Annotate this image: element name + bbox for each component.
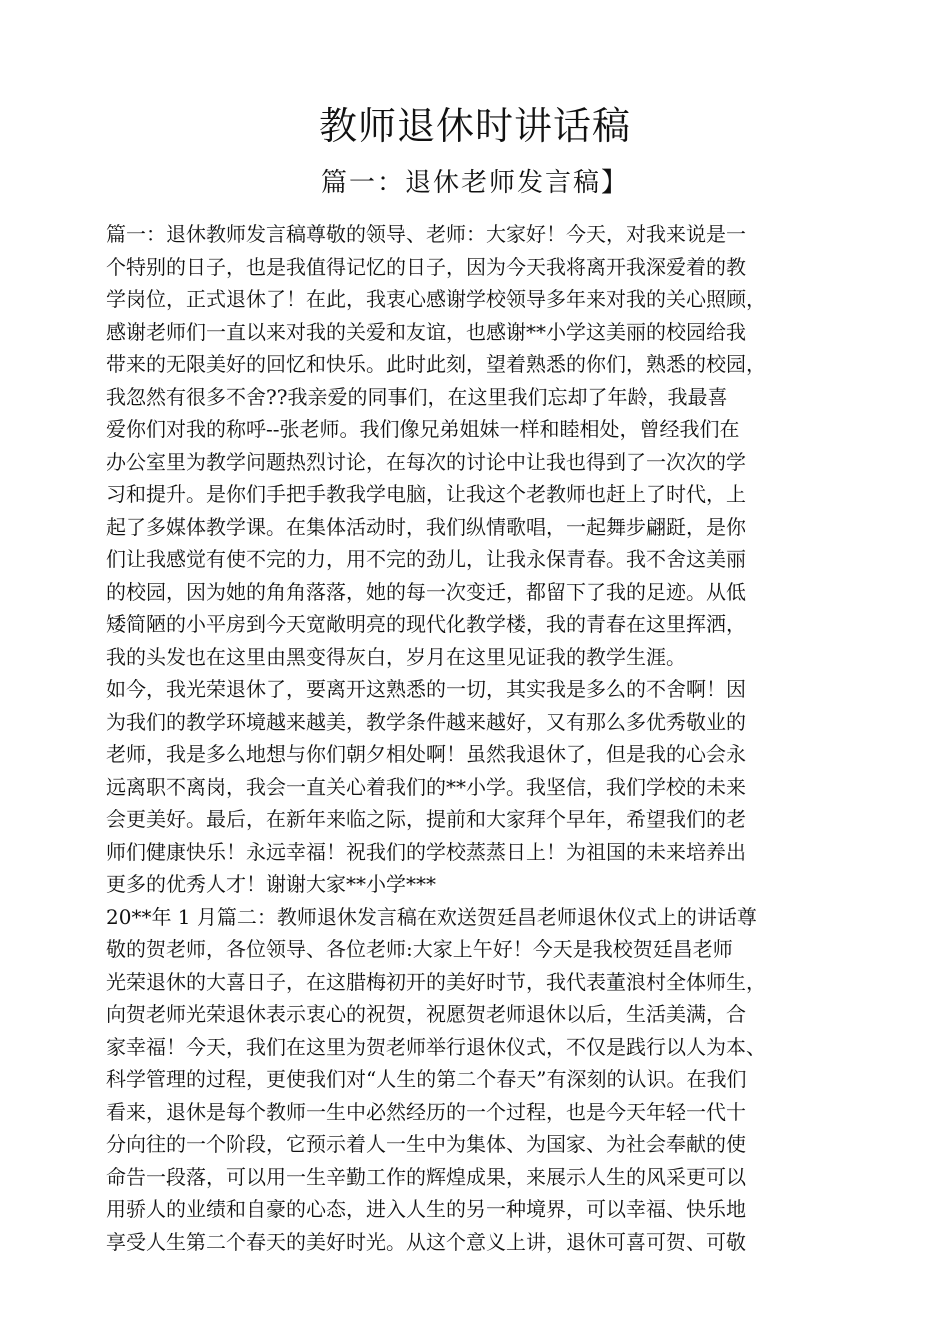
document-body: [106, 218, 876, 1258]
body-line: 感谢老师们一直以来对我的关爱和友谊，也感谢**小学这美丽的校园给我: [106, 319, 746, 344]
body-line: 爱你们对我的称呼--张老师。我们像兄弟姐妹一样和睦相处，曾经我们在: [106, 417, 740, 441]
body-line: 看来，退休是每个教师一生中必然经历的一个过程，也是今天年轻一代十: [106, 1099, 746, 1124]
body-line: 篇一：退休教师发言稿尊敬的领导、老师：大家好！今天，对我来说是一: [106, 222, 746, 246]
body-line: 我忽然有很多不舍??我亲爱的同事们，在这里我们忘却了年龄，我最喜: [106, 384, 728, 409]
body-line: 用骄人的业绩和自豪的心态，进入人生的另一种境界，可以幸福、快乐地: [106, 1197, 746, 1221]
body-line: 远离职不离岗，我会一直关心着我们的**小学。我坚信，我们学校的未来: [106, 774, 746, 799]
body-line: 习和提升。是你们手把手教我学电脑，让我这个老教师也赶上了时代，上: [106, 482, 746, 506]
document-title: 教师退休时讲话稿: [318, 104, 631, 148]
body-line: 会更美好。最后，在新年来临之际，提前和大家拜个早年，希望我们的老: [106, 807, 746, 831]
body-line: 分向往的一个阶段，它预示着人一生中为集体、为国家、为社会奉献的使: [106, 1132, 746, 1156]
body-line: 带来的无限美好的回忆和快乐。此时此刻，望着熟悉的你们，熟悉的校园，: [106, 352, 766, 376]
body-line: 光荣退休的大喜日子，在这腊梅初开的美好时节，我代表董浪村全体师生，: [106, 969, 766, 994]
body-line: 享受人生第二个春天的美好时光。从这个意义上讲，退休可喜可贺、可敬: [106, 1229, 746, 1254]
body-line: 学岗位，正式退休了！在此，我衷心感谢学校领导多年来对我的关心照顾，: [106, 287, 766, 311]
body-line: 20**年 1 月篇二：教师退休发言稿在欢送贺廷昌老师退休仪式上的讲话尊: [106, 904, 757, 929]
body-line: 办公室里为教学问题热烈讨论，在每次的讨论中让我也得到了一次次的学: [106, 449, 746, 474]
body-line: 为我们的教学环境越来越美，教学条件越来越好，又有那么多优秀敬业的: [106, 709, 746, 734]
body-line: 向贺老师光荣退休表示衷心的祝贺，祝愿贺老师退休以后，生活美满，合: [106, 1002, 746, 1026]
body-line: 起了多媒体教学课。在集体活动时，我们纵情歌唱，一起舞步翩跹，是你: [106, 514, 746, 539]
body-line: 敬的贺老师，各位领导、各位老师:大家上午好！今天是我校贺廷昌老师: [106, 937, 733, 961]
body-line: 师们健康快乐！永远幸福！祝我们的学校蒸蒸日上！为祖国的未来培养出: [106, 839, 746, 864]
body-line: 的校园，因为她的角角落落，她的每一次变迁，都留下了我的足迹。从低: [106, 579, 746, 604]
body-line: 们让我感觉有使不完的力，用不完的劲儿，让我永保青春。我不舍这美丽: [106, 547, 746, 571]
body-line: 我的头发也在这里由黑变得灰白，岁月在这里见证我的教学生涯。: [106, 644, 686, 669]
body-line: 科学管理的过程，更使我们对“人生的第二个春天”有深刻的认识。在我们: [106, 1067, 747, 1091]
body-line: 家幸福！今天，我们在这里为贺老师举行退休仪式，不仅是践行以人为本、: [106, 1034, 766, 1059]
document-subtitle: 篇一：退休老师发言稿】: [320, 168, 629, 198]
body-line: 如今，我光荣退休了，要离开这熟悉的一切，其实我是多么的不舍啊！因: [106, 677, 746, 701]
body-line: 更多的优秀人才！谢谢大家**小学***: [106, 872, 436, 896]
body-line: 老师，我是多么地想与你们朝夕相处啊！虽然我退休了，但是我的心会永: [106, 742, 746, 766]
body-line: 个特别的日子，也是我值得记忆的日子，因为今天我将离开我深爱着的教: [106, 254, 746, 279]
body-line: 矮简陋的小平房到今天宽敞明亮的现代化教学楼，我的青春在这里挥洒，: [106, 612, 746, 636]
body-line: 命告一段落，可以用一生辛勤工作的辉煌成果，来展示人生的风采更可以: [106, 1164, 746, 1189]
